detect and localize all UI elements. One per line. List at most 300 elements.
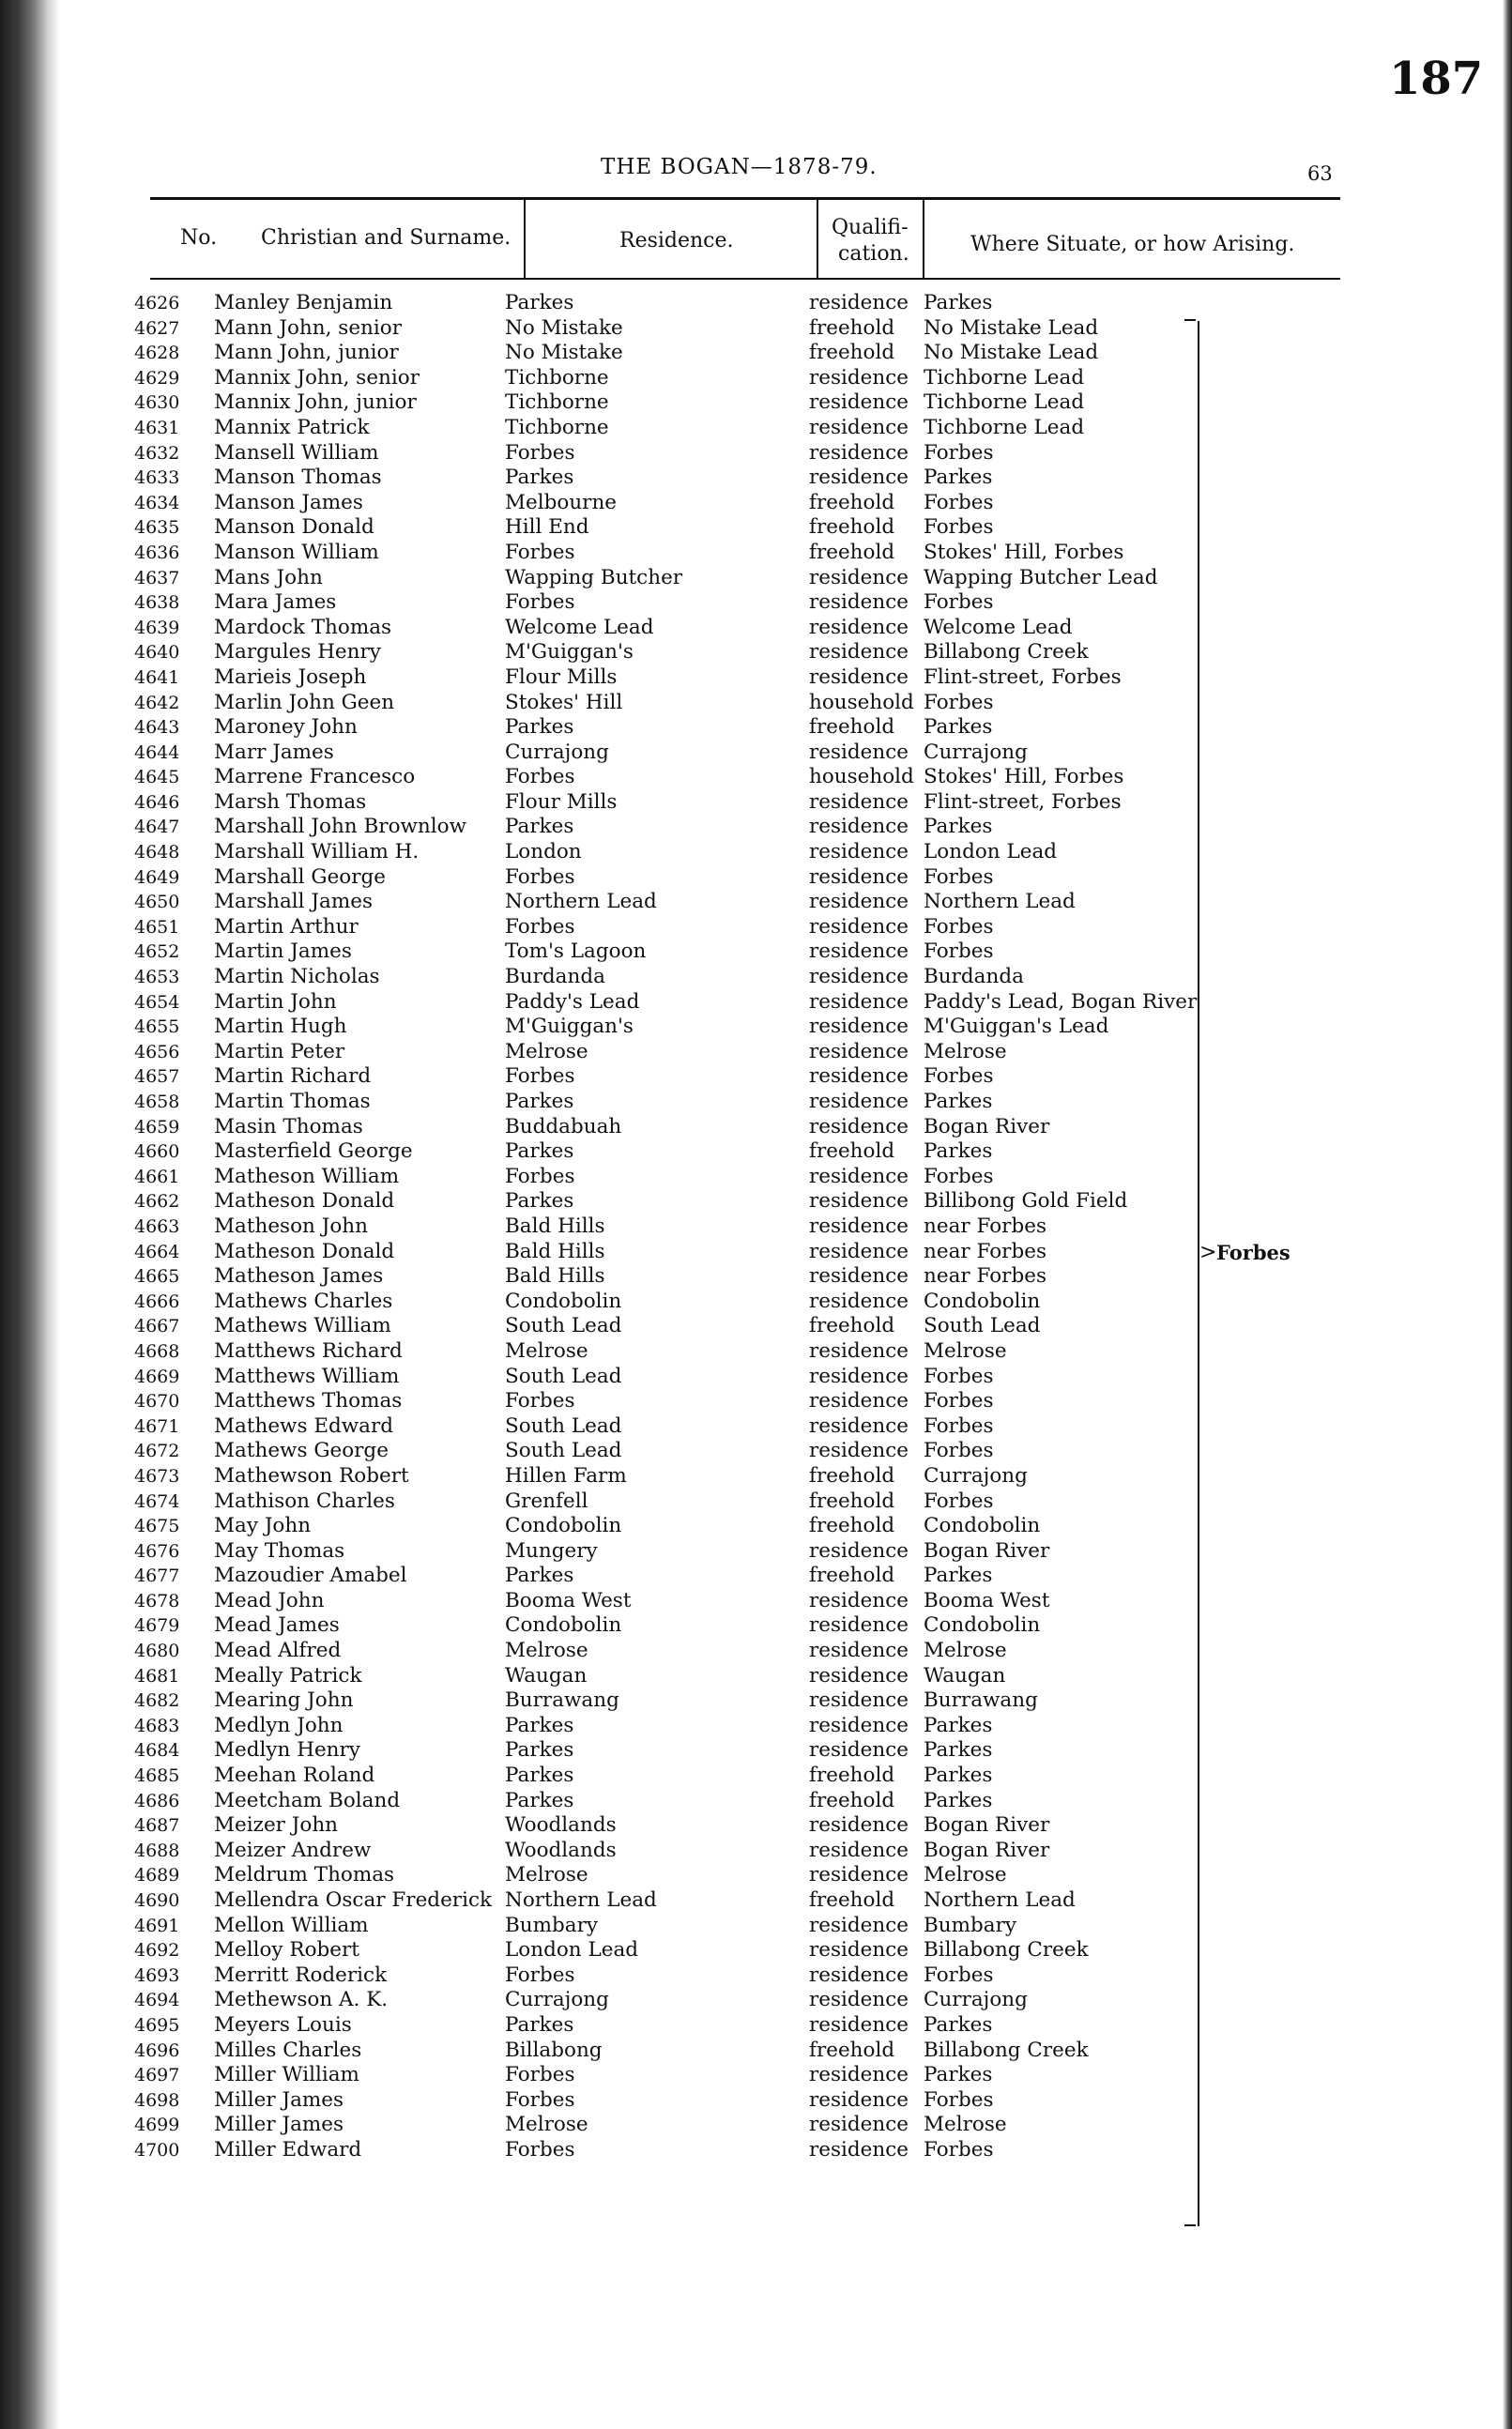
elector-residence: London Lead bbox=[505, 1938, 639, 1963]
elector-qualification: residence bbox=[809, 1663, 909, 1688]
table-row bbox=[0, 541, 1512, 566]
elector-number: 4650 bbox=[134, 892, 180, 913]
elector-qualification: residence bbox=[809, 1863, 909, 1887]
elector-qualification: residence bbox=[809, 2087, 909, 2112]
group-brace bbox=[1190, 321, 1199, 2226]
elector-where-situate: Forbes bbox=[924, 1164, 994, 1188]
elector-where-situate: Bogan River bbox=[924, 1114, 1050, 1138]
table-row bbox=[0, 1139, 1512, 1165]
table-row bbox=[0, 416, 1512, 441]
elector-name: Marsh Thomas bbox=[214, 789, 367, 814]
table-row bbox=[0, 1988, 1512, 2013]
table-row bbox=[0, 566, 1512, 591]
table-row bbox=[0, 790, 1512, 816]
elector-where-situate: Northern Lead bbox=[924, 890, 1076, 914]
elector-number: 4672 bbox=[134, 1441, 180, 1462]
elector-where-situate: Parkes bbox=[924, 1139, 993, 1164]
elector-qualification: residence bbox=[809, 1239, 909, 1263]
elector-name: Martin Hugh bbox=[214, 1015, 347, 1039]
elector-residence: Melrose bbox=[505, 2113, 588, 2137]
elector-list bbox=[0, 291, 1512, 2163]
elector-number: 4695 bbox=[134, 2014, 180, 2036]
elector-where-situate: Forbes bbox=[924, 590, 994, 615]
table-row bbox=[0, 890, 1512, 915]
elector-residence: Billabong bbox=[505, 2038, 603, 2062]
elector-residence: Bumbary bbox=[505, 1913, 599, 1937]
elector-where-situate: Bogan River bbox=[924, 1538, 1050, 1563]
elector-name: Meehan Roland bbox=[214, 1764, 375, 1788]
elector-residence: Forbes bbox=[505, 914, 575, 939]
table-row bbox=[0, 2088, 1512, 2114]
elector-residence: Tichborne bbox=[505, 390, 609, 415]
elector-where-situate: Burrawang bbox=[924, 1688, 1038, 1713]
elector-number: 4645 bbox=[134, 767, 180, 788]
page-number: 63 bbox=[1307, 162, 1333, 185]
elector-name: Margules Henry bbox=[214, 640, 381, 665]
elector-qualification: freehold bbox=[809, 1564, 895, 1588]
elector-name: May Thomas bbox=[214, 1538, 345, 1563]
elector-qualification: freehold bbox=[809, 315, 895, 340]
elector-number: 4700 bbox=[134, 2139, 180, 2161]
header-qualification-1: Qualifi- bbox=[832, 216, 909, 239]
elector-number: 4658 bbox=[134, 1092, 180, 1112]
elector-name: Mellon William bbox=[214, 1913, 369, 1937]
table-row bbox=[0, 1688, 1512, 1714]
elector-where-situate: Parkes bbox=[924, 1788, 993, 1812]
elector-where-situate: Forbes bbox=[924, 940, 994, 964]
elector-qualification: residence bbox=[809, 390, 909, 415]
elector-qualification: residence bbox=[809, 1938, 909, 1963]
elector-qualification: freehold bbox=[809, 1888, 895, 1912]
elector-where-situate: Currajong bbox=[924, 1463, 1028, 1488]
table-row bbox=[0, 2063, 1512, 2088]
elector-qualification: residence bbox=[809, 1613, 909, 1638]
elector-residence: Parkes bbox=[505, 1788, 574, 1812]
table-row bbox=[0, 1664, 1512, 1689]
elector-where-situate: Forbes bbox=[924, 2137, 994, 2162]
table-row bbox=[0, 1738, 1512, 1764]
elector-qualification: residence bbox=[809, 1114, 909, 1138]
elector-where-situate: No Mistake Lead bbox=[924, 341, 1099, 365]
elector-where-situate: Condobolin bbox=[924, 1514, 1041, 1538]
elector-qualification: residence bbox=[809, 740, 909, 764]
elector-qualification: freehold bbox=[809, 1139, 895, 1164]
table-row bbox=[0, 1015, 1512, 1040]
elector-residence: Condobolin bbox=[505, 1613, 622, 1638]
elector-where-situate: Condobolin bbox=[924, 1289, 1041, 1313]
elector-where-situate: Billibong Gold Field bbox=[924, 1189, 1128, 1214]
elector-number: 4688 bbox=[134, 1840, 180, 1861]
elector-qualification: residence bbox=[809, 989, 909, 1014]
elector-name: Manson James bbox=[214, 490, 363, 514]
elector-where-situate: Billabong Creek bbox=[924, 1938, 1089, 1963]
elector-where-situate: Parkes bbox=[924, 1738, 993, 1763]
elector-name: Martin Richard bbox=[214, 1064, 372, 1089]
elector-number: 4628 bbox=[134, 343, 180, 364]
elector-residence: Waugan bbox=[505, 1663, 588, 1688]
elector-name: Mansell William bbox=[214, 440, 379, 465]
elector-residence: Burdanda bbox=[505, 965, 605, 989]
elector-name: Mearing John bbox=[214, 1688, 354, 1713]
elector-where-situate: Parkes bbox=[924, 2012, 993, 2037]
elector-number: 4660 bbox=[134, 1141, 180, 1163]
table-row bbox=[0, 1813, 1512, 1839]
elector-residence: Forbes bbox=[505, 864, 575, 889]
elector-where-situate: Bogan River bbox=[924, 1813, 1050, 1838]
elector-name: Martin Arthur bbox=[214, 914, 359, 939]
elector-where-situate: Melrose bbox=[924, 1039, 1007, 1063]
table-row bbox=[0, 1464, 1512, 1489]
table-row bbox=[0, 466, 1512, 491]
elector-name: Meldrum Thomas bbox=[214, 1863, 395, 1887]
elector-where-situate: Parkes bbox=[924, 1564, 993, 1588]
elector-where-situate: Forbes bbox=[924, 1439, 994, 1463]
elector-residence: Tom's Lagoon bbox=[505, 940, 647, 964]
elector-residence: Mungery bbox=[505, 1538, 598, 1563]
elector-where-situate: Wapping Butcher Lead bbox=[924, 565, 1158, 589]
elector-qualification: residence bbox=[809, 1338, 909, 1363]
elector-number: 4654 bbox=[134, 991, 180, 1013]
elector-name: Matheson William bbox=[214, 1164, 400, 1188]
elector-residence: London bbox=[505, 840, 582, 864]
elector-name: Manley Benjamin bbox=[214, 291, 393, 314]
elector-residence: Forbes bbox=[505, 2087, 575, 2112]
elector-residence: Bald Hills bbox=[505, 1214, 605, 1238]
elector-where-situate: Forbes bbox=[924, 1489, 994, 1513]
elector-residence: Wapping Butcher bbox=[505, 565, 683, 589]
elector-number: 4626 bbox=[134, 293, 180, 313]
elector-number: 4673 bbox=[134, 1465, 180, 1487]
elector-where-situate: No Mistake Lead bbox=[924, 315, 1099, 340]
elector-number: 4652 bbox=[134, 941, 180, 963]
elector-name: Mead James bbox=[214, 1613, 340, 1638]
elector-qualification: residence bbox=[809, 565, 909, 589]
elector-where-situate: Forbes bbox=[924, 1389, 994, 1413]
elector-residence: South Lead bbox=[505, 1364, 622, 1388]
elector-number: 4655 bbox=[134, 1016, 180, 1038]
elector-where-situate: near Forbes bbox=[924, 1239, 1046, 1263]
elector-number: 4693 bbox=[134, 1964, 180, 1986]
table-row bbox=[0, 1040, 1512, 1065]
elector-number: 4676 bbox=[134, 1540, 180, 1562]
elector-name: Mathews Edward bbox=[214, 1413, 394, 1438]
elector-qualification: residence bbox=[809, 365, 909, 390]
elector-residence: Forbes bbox=[505, 590, 575, 615]
table-row bbox=[0, 341, 1512, 366]
elector-where-situate: near Forbes bbox=[924, 1214, 1046, 1238]
elector-residence: Bald Hills bbox=[505, 1239, 605, 1263]
elector-where-situate: Bogan River bbox=[924, 1838, 1050, 1862]
table-row bbox=[0, 2039, 1512, 2064]
table-row bbox=[0, 865, 1512, 891]
elector-residence: Woodlands bbox=[505, 1813, 617, 1838]
elector-qualification: residence bbox=[809, 1064, 909, 1089]
elector-name: Meizer John bbox=[214, 1813, 339, 1838]
elector-residence: Parkes bbox=[505, 1139, 574, 1164]
elector-number: 4656 bbox=[134, 1041, 180, 1062]
elector-name: Mann John, senior bbox=[214, 315, 402, 340]
header-divider-where bbox=[923, 199, 924, 278]
elector-residence: Parkes bbox=[505, 1713, 574, 1737]
elector-number: 4631 bbox=[134, 417, 180, 438]
table-row bbox=[0, 1764, 1512, 1789]
elector-number: 4648 bbox=[134, 842, 180, 863]
elector-number: 4633 bbox=[134, 467, 180, 489]
elector-name: Miller James bbox=[214, 2087, 344, 2112]
table-row bbox=[0, 1264, 1512, 1290]
table-row bbox=[0, 515, 1512, 541]
elector-residence: Hill End bbox=[505, 515, 589, 540]
table-row bbox=[0, 1938, 1512, 1963]
elector-residence: M'Guiggan's bbox=[505, 1015, 634, 1039]
elector-qualification: residence bbox=[809, 1364, 909, 1388]
elector-residence: No Mistake bbox=[505, 315, 623, 340]
elector-qualification: residence bbox=[809, 1439, 909, 1463]
elector-number: 4637 bbox=[134, 567, 180, 588]
elector-number: 4651 bbox=[134, 916, 180, 938]
header-divider-residence bbox=[524, 199, 526, 278]
elector-where-situate: Forbes bbox=[924, 864, 994, 889]
elector-qualification: freehold bbox=[809, 2038, 895, 2062]
elector-qualification: freehold bbox=[809, 515, 895, 540]
elector-where-situate: Melrose bbox=[924, 1863, 1007, 1887]
elector-where-situate: Bumbary bbox=[924, 1913, 1017, 1937]
elector-where-situate: M'Guiggan's Lead bbox=[924, 1015, 1109, 1039]
elector-qualification: freehold bbox=[809, 1489, 895, 1513]
elector-residence: Forbes bbox=[505, 1164, 575, 1188]
table-row bbox=[0, 965, 1512, 990]
elector-qualification: residence bbox=[809, 1015, 909, 1039]
elector-residence: Parkes bbox=[505, 1189, 574, 1214]
brace-bottom-hook bbox=[1184, 2224, 1196, 2226]
elector-name: Marrene Francesco bbox=[214, 765, 416, 789]
elector-name: Methewson A. K. bbox=[214, 1988, 389, 2012]
table-row bbox=[0, 915, 1512, 940]
elector-where-situate: Flint-street, Forbes bbox=[924, 665, 1122, 689]
elector-where-situate: Forbes bbox=[924, 440, 994, 465]
elector-name: Mann John, junior bbox=[214, 341, 399, 365]
elector-number: 4692 bbox=[134, 1940, 180, 1962]
elector-number: 4694 bbox=[134, 1990, 180, 2011]
elector-residence: Melrose bbox=[505, 1039, 588, 1063]
elector-name: Masterfield George bbox=[214, 1139, 413, 1164]
table-row bbox=[0, 691, 1512, 716]
elector-where-situate: Booma West bbox=[924, 1588, 1050, 1612]
elector-residence: Woodlands bbox=[505, 1838, 617, 1862]
elector-qualification: residence bbox=[809, 965, 909, 989]
elector-where-situate: Currajong bbox=[924, 1988, 1028, 2012]
elector-name: Meyers Louis bbox=[214, 2012, 352, 2037]
table-row bbox=[0, 1389, 1512, 1414]
elector-where-situate: near Forbes bbox=[924, 1264, 1046, 1289]
elector-name: Meizer Andrew bbox=[214, 1838, 372, 1862]
elector-qualification: freehold bbox=[809, 490, 895, 514]
elector-residence: Tichborne bbox=[505, 365, 609, 390]
elector-where-situate: Tichborne Lead bbox=[924, 365, 1085, 390]
elector-residence: Melrose bbox=[505, 1639, 588, 1663]
table-row bbox=[0, 1564, 1512, 1589]
elector-qualification: residence bbox=[809, 1639, 909, 1663]
elector-name: Mannix John, senior bbox=[214, 365, 420, 390]
elector-number: 4630 bbox=[134, 392, 180, 414]
elector-qualification: residence bbox=[809, 1090, 909, 1113]
elector-qualification: residence bbox=[809, 815, 909, 839]
elector-where-situate: Northern Lead bbox=[924, 1888, 1076, 1912]
elector-name: Matthews Richard bbox=[214, 1338, 403, 1363]
table-row bbox=[0, 1914, 1512, 1939]
elector-qualification: residence bbox=[809, 789, 909, 814]
elector-name: Marshall William H. bbox=[214, 840, 420, 864]
table-row bbox=[0, 765, 1512, 790]
elector-qualification: residence bbox=[809, 1588, 909, 1612]
elector-where-situate: South Lead bbox=[924, 1314, 1041, 1338]
elector-residence: Currajong bbox=[505, 740, 609, 764]
header-divider-qualification bbox=[817, 199, 818, 278]
elector-where-situate: Forbes bbox=[924, 1413, 994, 1438]
elector-name: Miller William bbox=[214, 2063, 359, 2087]
elector-name: Medlyn Henry bbox=[214, 1738, 360, 1763]
elector-residence: Parkes bbox=[505, 1090, 574, 1113]
elector-name: Medlyn John bbox=[214, 1713, 344, 1737]
elector-residence: Melbourne bbox=[505, 490, 618, 514]
elector-qualification: residence bbox=[809, 1289, 909, 1313]
elector-name: Mannix Patrick bbox=[214, 415, 370, 439]
elector-name: Matheson James bbox=[214, 1264, 384, 1289]
elector-where-situate: Parkes bbox=[924, 291, 993, 314]
elector-residence: No Mistake bbox=[505, 341, 623, 365]
table-row bbox=[0, 1064, 1512, 1090]
elector-name: Mazoudier Amabel bbox=[214, 1564, 407, 1588]
elector-residence: Forbes bbox=[505, 540, 575, 564]
elector-number: 4627 bbox=[134, 317, 180, 339]
table-row bbox=[0, 441, 1512, 466]
elector-number: 4697 bbox=[134, 2065, 180, 2086]
elector-number: 4674 bbox=[134, 1490, 180, 1512]
table-row bbox=[0, 1489, 1512, 1515]
table-row bbox=[0, 2113, 1512, 2138]
elector-residence: Hillen Farm bbox=[505, 1463, 627, 1488]
elector-residence: Forbes bbox=[505, 440, 575, 465]
elector-qualification: freehold bbox=[809, 341, 895, 365]
header-top-rule bbox=[150, 197, 1340, 200]
elector-qualification: freehold bbox=[809, 715, 895, 740]
elector-name: Mara James bbox=[214, 590, 337, 615]
elector-residence: South Lead bbox=[505, 1439, 622, 1463]
table-row bbox=[0, 1214, 1512, 1240]
elector-residence: M'Guiggan's bbox=[505, 640, 634, 665]
table-row bbox=[0, 1514, 1512, 1539]
elector-number: 4643 bbox=[134, 717, 180, 739]
elector-name: Mellendra Oscar Frederick bbox=[214, 1888, 493, 1912]
elector-number: 4696 bbox=[134, 2039, 180, 2061]
elector-name: Mans John bbox=[214, 565, 323, 589]
elector-number: 4687 bbox=[134, 1815, 180, 1837]
elector-qualification: residence bbox=[809, 2012, 909, 2037]
table-row bbox=[0, 390, 1512, 416]
elector-number: 4661 bbox=[134, 1166, 180, 1187]
elector-where-situate: Parkes bbox=[924, 1764, 993, 1788]
elector-where-situate: Tichborne Lead bbox=[924, 390, 1085, 415]
elector-number: 4667 bbox=[134, 1316, 180, 1337]
elector-residence: South Lead bbox=[505, 1413, 622, 1438]
elector-name: Mannix John, junior bbox=[214, 390, 417, 415]
table-row bbox=[0, 640, 1512, 665]
elector-residence: Grenfell bbox=[505, 1489, 588, 1513]
elector-name: Mathews William bbox=[214, 1314, 391, 1338]
elector-where-situate: Forbes bbox=[924, 1064, 994, 1089]
elector-qualification: residence bbox=[809, 1688, 909, 1713]
table-row bbox=[0, 1090, 1512, 1115]
table-row bbox=[0, 1789, 1512, 1814]
elector-qualification: residence bbox=[809, 1713, 909, 1737]
header-bottom-rule bbox=[150, 278, 1340, 280]
elector-where-situate: Forbes bbox=[924, 690, 994, 714]
elector-qualification: residence bbox=[809, 640, 909, 665]
elector-number: 4668 bbox=[134, 1340, 180, 1362]
elector-name: Manson William bbox=[214, 540, 379, 564]
table-row bbox=[0, 2138, 1512, 2163]
elector-qualification: residence bbox=[809, 940, 909, 964]
elector-name: Matheson John bbox=[214, 1214, 368, 1238]
elector-name: Miller James bbox=[214, 2113, 344, 2137]
elector-where-situate: Welcome Lead bbox=[924, 615, 1073, 639]
elector-where-situate: Paddy's Lead, Bogan River bbox=[924, 989, 1198, 1014]
elector-name: Marshall John Brownlow bbox=[214, 815, 466, 839]
elector-name: Mead Alfred bbox=[214, 1639, 342, 1663]
elector-number: 4666 bbox=[134, 1291, 180, 1312]
brace-point: > bbox=[1199, 1241, 1217, 1264]
elector-qualification: residence bbox=[809, 1214, 909, 1238]
elector-residence: Booma West bbox=[505, 1588, 632, 1612]
elector-residence: Parkes bbox=[505, 815, 574, 839]
elector-name: Marlin John Geen bbox=[214, 690, 395, 714]
table-row bbox=[0, 940, 1512, 965]
table-row bbox=[0, 2013, 1512, 2039]
elector-number: 4635 bbox=[134, 517, 180, 539]
elector-name: Maroney John bbox=[214, 715, 358, 740]
elector-name: Marieis Joseph bbox=[214, 665, 367, 689]
elector-where-situate: Parkes bbox=[924, 715, 993, 740]
table-row bbox=[0, 1539, 1512, 1565]
elector-qualification: residence bbox=[809, 291, 909, 314]
elector-name: Martin Thomas bbox=[214, 1090, 371, 1113]
elector-number: 4698 bbox=[134, 2089, 180, 2111]
elector-where-situate: Forbes bbox=[924, 490, 994, 514]
elector-qualification: freehold bbox=[809, 1764, 895, 1788]
folio-number: 187 bbox=[1389, 53, 1484, 105]
table-row bbox=[0, 1365, 1512, 1390]
elector-number: 4681 bbox=[134, 1665, 180, 1687]
elector-residence: Northern Lead bbox=[505, 890, 657, 914]
table-row bbox=[0, 1290, 1512, 1315]
elector-name: Mead John bbox=[214, 1588, 325, 1612]
elector-name: Miller Edward bbox=[214, 2137, 362, 2162]
elector-qualification: residence bbox=[809, 2113, 909, 2137]
elector-where-situate: Melrose bbox=[924, 2113, 1007, 2137]
elector-residence: Burrawang bbox=[505, 1688, 619, 1713]
elector-qualification: residence bbox=[809, 1189, 909, 1214]
elector-residence: Forbes bbox=[505, 2137, 575, 2162]
elector-name: Martin James bbox=[214, 940, 352, 964]
table-row bbox=[0, 1189, 1512, 1214]
elector-number: 4691 bbox=[134, 1915, 180, 1936]
elector-number: 4632 bbox=[134, 442, 180, 464]
elector-where-situate: Forbes bbox=[924, 1364, 994, 1388]
elector-residence: Buddabuah bbox=[505, 1114, 622, 1138]
elector-qualification: residence bbox=[809, 914, 909, 939]
table-row bbox=[0, 1314, 1512, 1339]
elector-where-situate: Tichborne Lead bbox=[924, 415, 1085, 439]
